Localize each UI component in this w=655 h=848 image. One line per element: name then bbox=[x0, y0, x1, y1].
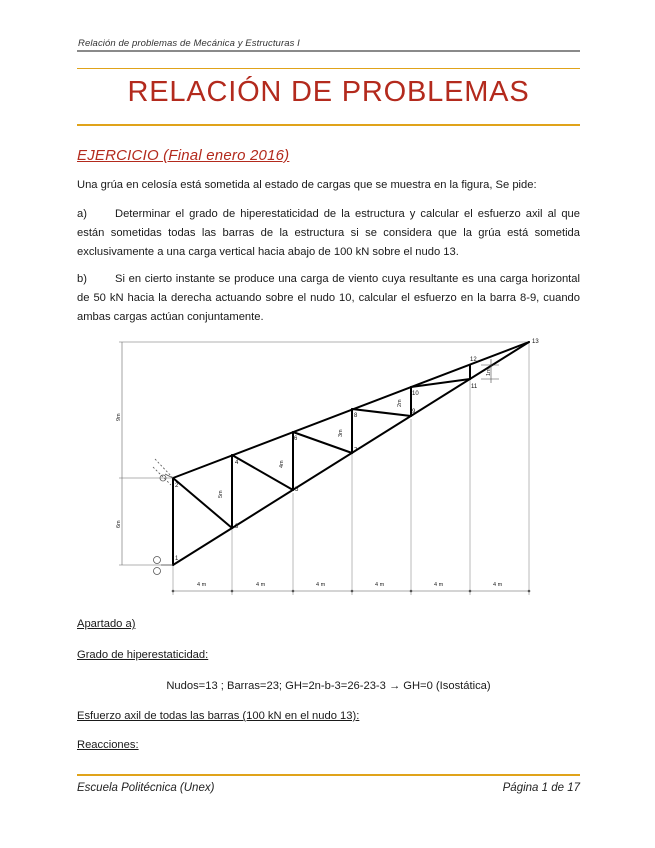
dim-panel-2: 4 m bbox=[256, 582, 266, 588]
exercise-heading bbox=[77, 147, 289, 164]
dim-member-8-9: 2m bbox=[397, 399, 403, 407]
axial-forces-heading: Esfuerzo axil de todas las barras (100 kN en el nudo 13): bbox=[77, 710, 360, 722]
dim-member-2-3: 5m bbox=[218, 490, 224, 498]
intro-paragraph: Una grúa en celosía está sometida al estado de cargas que se muestra en la figura, Se pide: bbox=[77, 179, 537, 191]
node-label-10: 10 bbox=[412, 391, 419, 397]
dim-panel-6: 4 m bbox=[493, 582, 503, 588]
dim-panel-4: 4 m bbox=[375, 582, 385, 588]
node-label-2: 2 bbox=[175, 483, 179, 489]
node-label-3: 3 bbox=[235, 524, 239, 530]
item-a-label: a) bbox=[77, 208, 87, 220]
dim-panel-5: 4 m bbox=[434, 582, 444, 588]
item-b-text: Si en cierto instante se produce una carga de viento cuya resultante es una carga horizontal de 50 kN hacia la derecha actuando sobre el nudo 10, calcular el esfuerzo en la barra 8-9, cuando ambas cargas actúan conjuntamente. bbox=[77, 273, 580, 323]
exercise-heading-text: EJERCICIO (Final enero 2016) bbox=[77, 147, 290, 164]
node-label-8: 8 bbox=[354, 413, 358, 419]
node-label-11: 11 bbox=[471, 384, 478, 390]
node-label-1: 1 bbox=[175, 556, 179, 562]
dim-member-10-11: 1m bbox=[486, 368, 492, 376]
title-rule-top bbox=[77, 68, 580, 69]
page-number: Página 1 de 17 bbox=[502, 782, 580, 794]
section-a-heading: Apartado a) bbox=[77, 618, 136, 630]
node-label-7: 7 bbox=[354, 448, 358, 454]
truss-figure bbox=[77, 333, 547, 603]
footer-left: Escuela Politécnica (Unex) bbox=[77, 782, 215, 794]
footer-rule bbox=[77, 774, 580, 776]
page-title: RELACIÓN DE PROBLEMAS bbox=[127, 76, 530, 108]
item-b-paragraph bbox=[77, 270, 580, 327]
running-header: Relación de problemas de Mecánica y Estructuras I bbox=[78, 38, 300, 49]
item-b-label: b) bbox=[77, 273, 87, 285]
header-rule bbox=[77, 50, 580, 52]
reactions-heading: Reacciones: bbox=[77, 739, 139, 751]
node-label-12: 12 bbox=[470, 357, 477, 363]
dim-total-height: 9m bbox=[116, 413, 122, 421]
height-dimension-lines bbox=[119, 342, 529, 565]
vertical-guides bbox=[173, 342, 529, 595]
dim-left-height: 6m bbox=[116, 520, 122, 528]
node-label-5: 5 bbox=[295, 487, 299, 493]
supports bbox=[153, 459, 173, 575]
item-a-paragraph bbox=[77, 205, 580, 262]
dim-member-4-5: 4m bbox=[279, 460, 285, 468]
dim-member-6-7: 3m bbox=[338, 429, 344, 437]
dim-panel-3: 4 m bbox=[316, 582, 326, 588]
truss-members bbox=[173, 342, 529, 565]
hyperstaticity-formula: Nudos=13 ; Barras=23; GH=2n-b-3=26-23-3 → GH=0 (Isostática) bbox=[166, 680, 491, 692]
hyperstaticity-heading: Grado de hiperestaticidad: bbox=[77, 649, 209, 661]
node-label-13: 13 bbox=[532, 339, 539, 345]
item-a-text: Determinar el grado de hiperestaticidad de la estructura y calcular el esfuerzo axil al que están sometidas todas las barras de la estructura si se considera que la grúa está sometida exclusivamente a una carga vertical hacia abajo de 100 kN sobre el nudo 13. bbox=[77, 208, 580, 258]
node-label-4: 4 bbox=[235, 460, 239, 466]
dim-panel-1: 4 m bbox=[197, 582, 207, 588]
title-rule-bottom bbox=[77, 124, 580, 126]
node-label-9: 9 bbox=[412, 409, 416, 415]
node-label-6: 6 bbox=[294, 436, 298, 442]
